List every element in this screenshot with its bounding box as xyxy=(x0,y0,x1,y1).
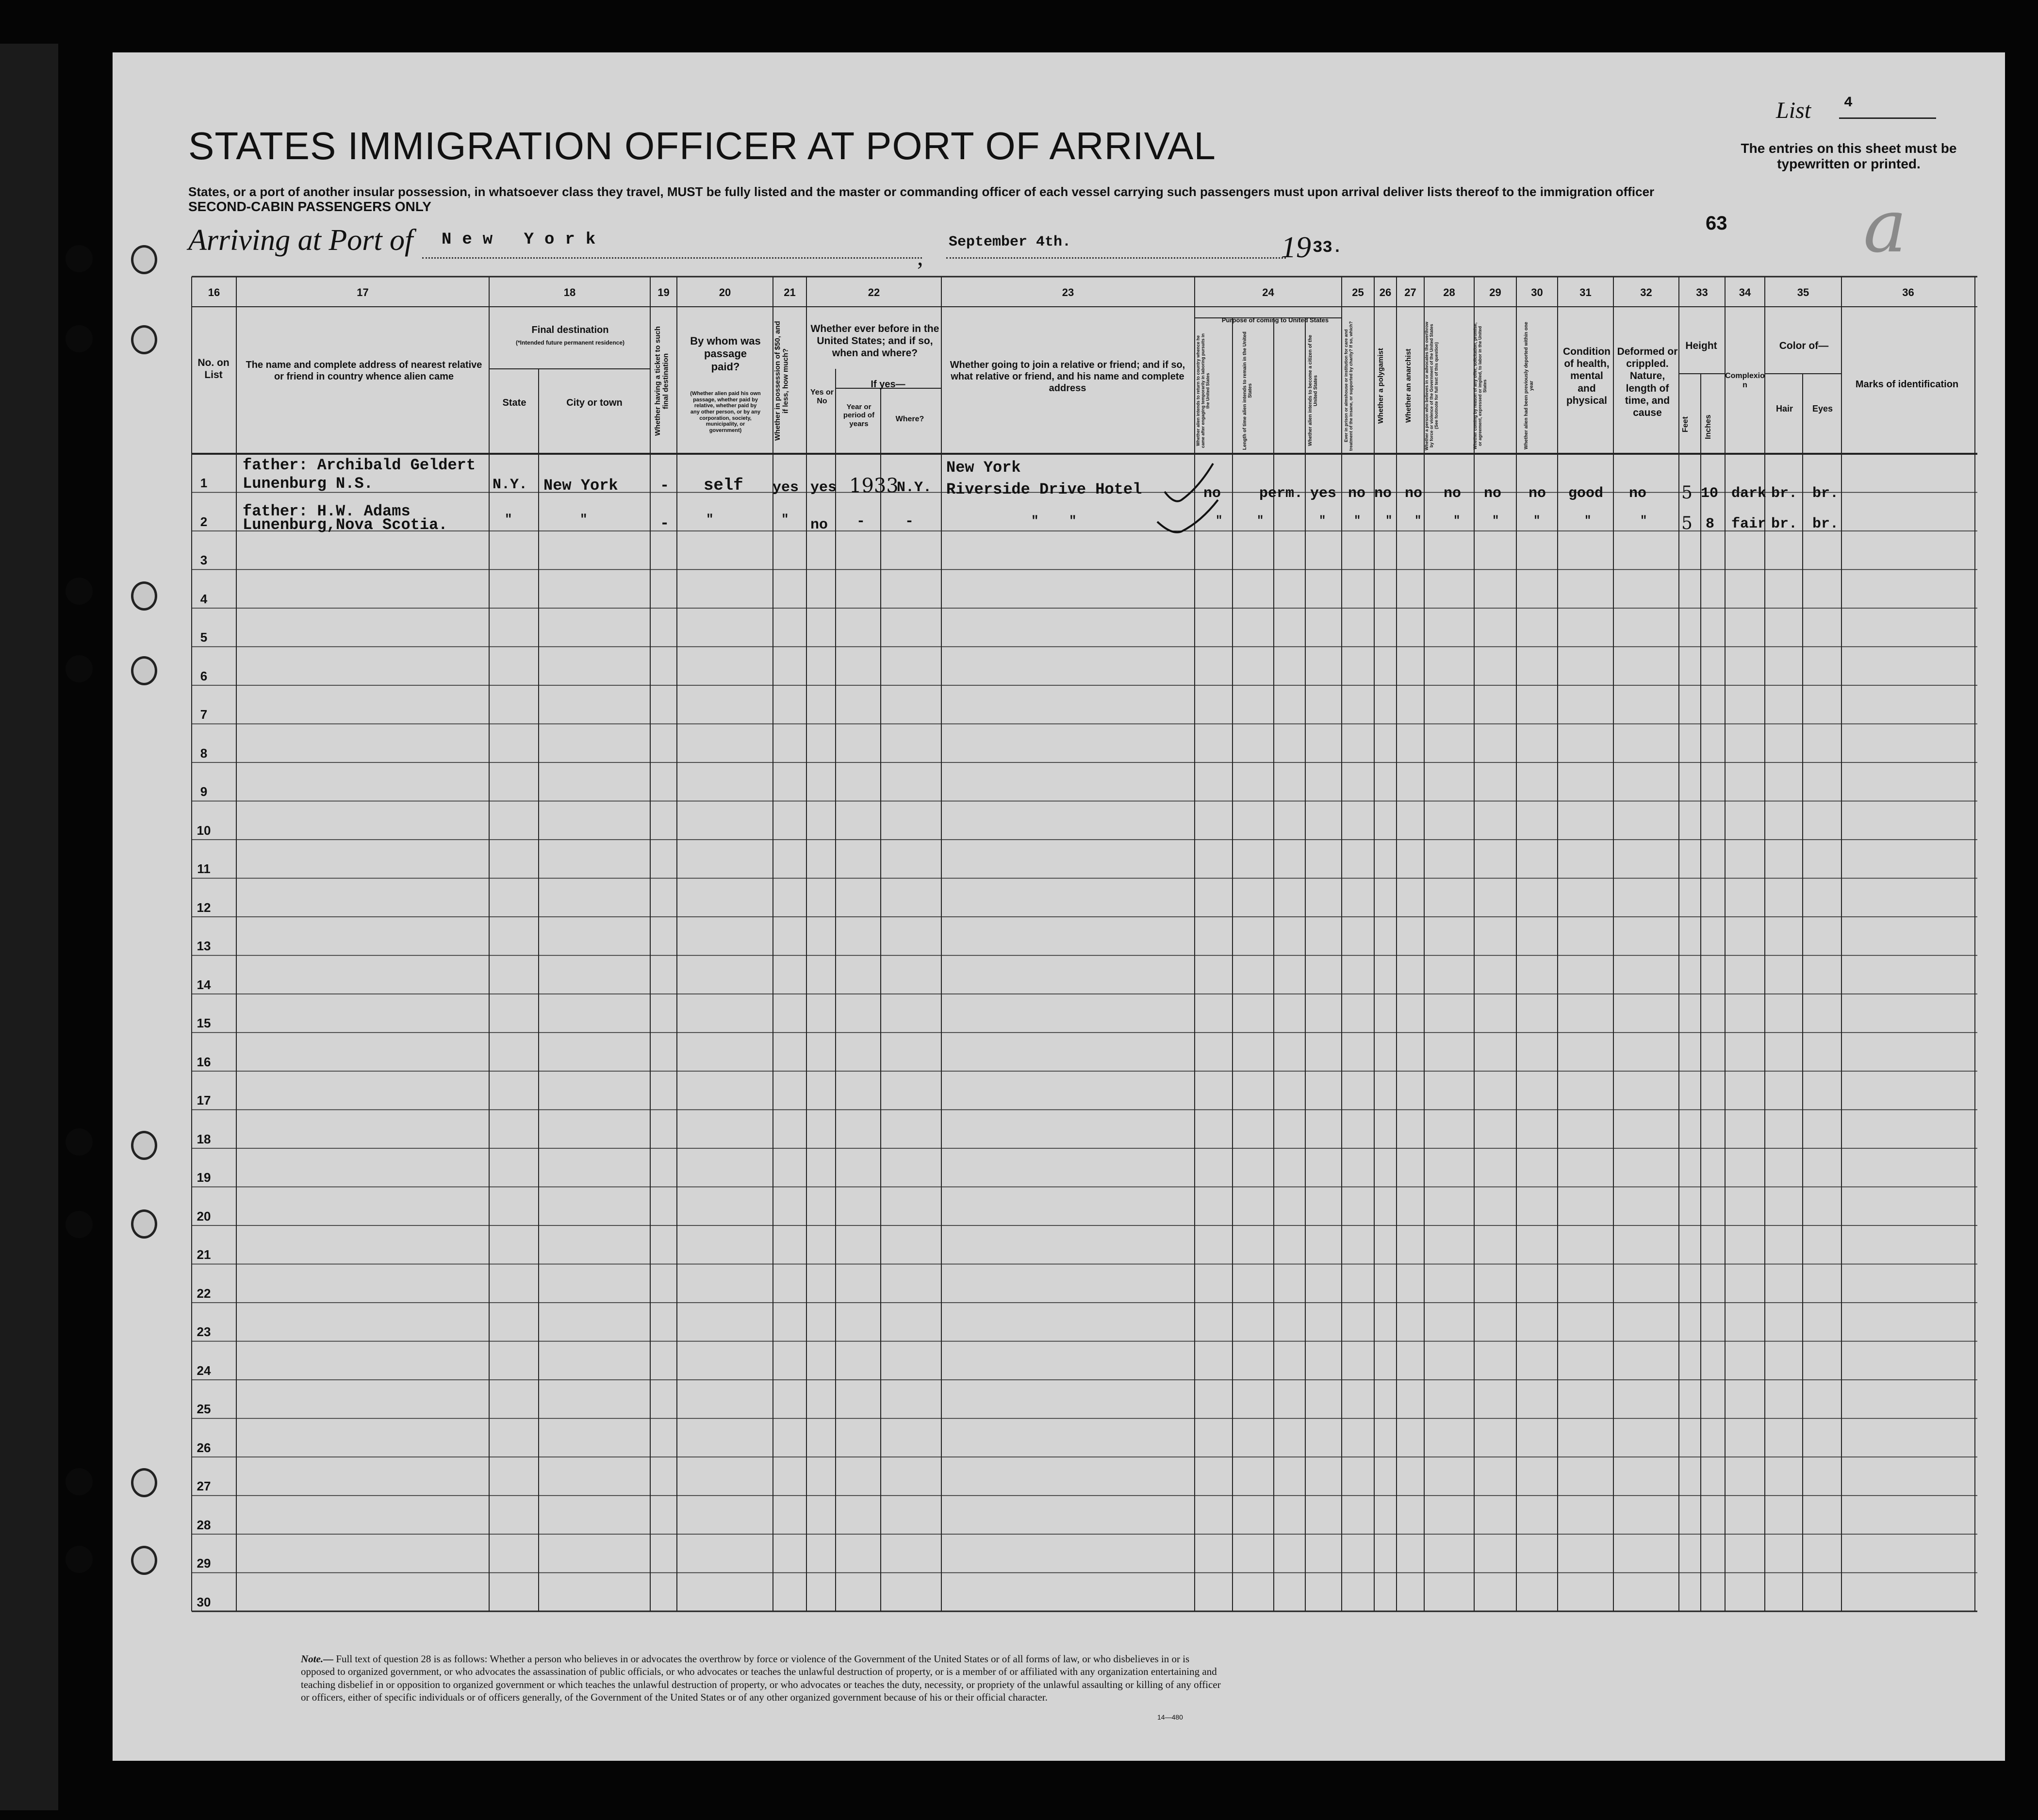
row-number: 5 xyxy=(200,630,208,645)
row2-length: " xyxy=(1257,514,1264,528)
row-number: 10 xyxy=(197,823,211,838)
header-c22-ifyes: If yes— xyxy=(871,379,905,390)
footnote-label: Note.— xyxy=(301,1653,334,1665)
row2-polygamist: " xyxy=(1385,514,1393,528)
header-c21: Whether in possession of $50, and if less, how much? xyxy=(773,321,790,441)
header-c24-a: Whether alien intends to return to country whence he came after engaging temporarily in laboring pursuits in the United States xyxy=(1196,333,1210,448)
header-c28: Whether a person who believes in or advocates the overthrow by force or violence of the Government of the United States (See footnote for full text of this question) xyxy=(1424,321,1439,450)
arriving-label: Arriving at Port of xyxy=(188,224,413,257)
row1-complexion: dark xyxy=(1731,485,1767,502)
header-c18-city: City or town xyxy=(566,397,623,408)
form-code: 14—480 xyxy=(1157,1713,1183,1721)
row-number: 24 xyxy=(197,1363,211,1378)
row1-ticket: - xyxy=(660,477,670,495)
row-number: 3 xyxy=(200,553,208,567)
row2-inches: 8 xyxy=(1706,516,1715,532)
row1-state: N.Y. xyxy=(493,477,528,493)
row2-relative-line1: father: H.W. Adams xyxy=(243,502,411,520)
header-c35: Color of— xyxy=(1779,340,1829,351)
row-number: 29 xyxy=(197,1556,211,1571)
row1-inches: 10 xyxy=(1701,485,1719,502)
column-number: 31 xyxy=(1579,286,1592,298)
header-c29: Whether coming by reason of any offer, solicitation, promise, or agreement, expressed or implied, to labor in the United States xyxy=(1473,322,1487,449)
row-number: 13 xyxy=(197,939,211,953)
form-title: STATES IMMIGRATION OFFICER AT PORT OF ARRIVAL xyxy=(188,124,1216,167)
row2-q28: " xyxy=(1453,514,1461,528)
row2-feet: 5 xyxy=(1681,513,1693,533)
row2-complexion: fair xyxy=(1731,516,1767,532)
row2-state: " xyxy=(505,512,512,527)
row-number: 22 xyxy=(197,1286,211,1301)
row-number: 4 xyxy=(200,591,208,606)
row-number: 9 xyxy=(200,784,208,799)
row-number: 6 xyxy=(200,668,208,683)
header-c24-c: Whether alien intends to become a citizen of the United States xyxy=(1308,335,1318,447)
row-number: 27 xyxy=(197,1479,211,1493)
column-number: 33 xyxy=(1696,286,1708,298)
column-number: 24 xyxy=(1262,286,1274,298)
row-number: 8 xyxy=(200,745,208,761)
row2-health: " xyxy=(1584,514,1592,528)
row1-city: New York xyxy=(543,477,618,495)
row1-paid-by: self xyxy=(704,477,743,495)
row-number: 11 xyxy=(197,861,211,876)
column-number: 16 xyxy=(208,286,220,298)
header-c20: By whom was passage paid? xyxy=(690,335,761,373)
row-number: 17 xyxy=(197,1093,211,1108)
row2-fifty: " xyxy=(781,512,789,527)
row1-before: yes xyxy=(810,480,837,496)
header-c16: No. on List xyxy=(197,357,230,381)
row1-hair: br. xyxy=(1771,485,1798,502)
list-label: List xyxy=(1776,98,1811,123)
column-number: 36 xyxy=(1902,286,1914,298)
column-number: 30 xyxy=(1531,286,1543,298)
row1-polygamist: no xyxy=(1374,485,1392,502)
row-number: 7 xyxy=(200,707,208,722)
row-number: 20 xyxy=(197,1208,211,1224)
row2-ticket: - xyxy=(660,514,670,532)
column-number: 28 xyxy=(1443,286,1455,298)
header-c35-hair: Hair xyxy=(1775,404,1793,414)
header-c31: Condition of health, mental and physical xyxy=(1563,346,1611,406)
header-c24: Purpose of coming to United States xyxy=(1221,316,1329,324)
row2-relative-line2: Lunenburg,Nova Scotia. xyxy=(243,516,448,534)
header-c34: Complexion xyxy=(1725,372,1765,390)
column-number: 23 xyxy=(1062,286,1074,298)
header-c22-where: Where? xyxy=(895,415,924,423)
row2-eyes: br. xyxy=(1812,516,1839,532)
header-c24-b: Length of time alien intends to remain in the United States xyxy=(1242,331,1253,450)
row1-feet: 5 xyxy=(1681,483,1693,503)
column-number: 20 xyxy=(719,286,731,298)
footnote xyxy=(301,1653,1223,1704)
row-number: 19 xyxy=(197,1170,211,1185)
row-number: 18 xyxy=(197,1131,211,1146)
column-number: 17 xyxy=(357,286,369,298)
row-number: 25 xyxy=(197,1402,211,1416)
header-c23: Whether going to join a relative or friend; and if so, what relative or friend, and his name and complete address xyxy=(950,360,1185,394)
sheet-number: 63 xyxy=(1706,213,1727,234)
form-subtitle: States, or a port of another insular possession, in whatsoever class they travel, MUST be fully listed and the master or commanding officer of each vessel carrying such passengers must upon arrival deliver lists thereof to the immigration officer xyxy=(188,184,1655,199)
column-number: 35 xyxy=(1797,286,1809,298)
row1-relative-line1: father: Archibald Geldert xyxy=(243,456,476,474)
row1-eyes: br. xyxy=(1812,485,1839,502)
header-c26: Whether a polygamist xyxy=(1377,348,1385,424)
row-number: 30 xyxy=(197,1594,211,1609)
date-value: September 4th. xyxy=(949,234,1071,250)
column-number: 19 xyxy=(657,286,670,298)
row2-return: " xyxy=(1216,514,1223,528)
row2-paid-by: " xyxy=(706,512,714,527)
row2-join: " " xyxy=(1031,513,1077,528)
header-c18: Final destination xyxy=(531,325,609,335)
row1-q28: no xyxy=(1444,485,1462,502)
column-number: 22 xyxy=(868,286,880,298)
row2-q30: " xyxy=(1533,514,1541,528)
row1-join-line1: New York xyxy=(946,459,1021,477)
header-c18-note: (*Intended future permanent residence) xyxy=(515,339,625,346)
row2-hair: br. xyxy=(1771,516,1798,532)
row1-deformed: no xyxy=(1629,485,1647,502)
header-c27: Whether an anarchist xyxy=(1404,348,1413,423)
year-prefix: 19 xyxy=(1281,231,1311,264)
row2-year: - xyxy=(856,513,866,530)
column-number: 21 xyxy=(784,286,796,298)
row1-citizen: yes xyxy=(1310,485,1337,502)
row-number: 12 xyxy=(197,900,211,915)
header-c22-year: Year or period of years xyxy=(843,403,875,428)
row2-deformed: " xyxy=(1640,514,1647,528)
header-c32: Deformed or crippled. Nature, length of time, and cause xyxy=(1617,346,1678,418)
column-number: 27 xyxy=(1404,286,1416,298)
row1-anarchist: no xyxy=(1405,485,1423,502)
row1-fifty: yes xyxy=(772,480,799,496)
column-number: 34 xyxy=(1739,286,1751,298)
list-number: 4 xyxy=(1844,95,1853,111)
row2-citizen: " xyxy=(1319,514,1326,528)
row1-q30: no xyxy=(1528,485,1546,502)
row1-length: perm. xyxy=(1259,485,1303,502)
row2-before: no xyxy=(810,517,828,533)
row-number: 14 xyxy=(197,977,211,992)
column-number: 26 xyxy=(1379,286,1392,298)
column-number: 25 xyxy=(1352,286,1364,298)
corner-mark: a xyxy=(1863,184,1907,269)
header-c19: Whether having a ticket to such final destination xyxy=(654,326,670,436)
row-number: 26 xyxy=(197,1440,211,1455)
row1-join-line2: Riverside Drive Hotel xyxy=(946,480,1142,498)
header-c25: Ever in prison or almshouse or institution for care and treatment of the insane, or supported by charity? If so, which? xyxy=(1344,321,1353,451)
row1-return: no xyxy=(1203,485,1221,502)
row-number: 23 xyxy=(197,1324,211,1339)
entries-note: The entries on this sheet must be typewritten or printed. xyxy=(1741,141,1957,171)
checkmarks xyxy=(1155,454,1223,541)
row-number: 1 xyxy=(200,476,208,490)
header-c18-state: State xyxy=(502,397,526,408)
row-number: 16 xyxy=(197,1054,211,1069)
year-suffix: 33. xyxy=(1313,239,1343,257)
header-c17: The name and complete address of nearest relative or friend in country whence alien came xyxy=(246,360,482,382)
header-c22: Whether ever before in the United States; and if so, when and where? xyxy=(810,323,939,359)
header-c33-feet: Feet xyxy=(1681,416,1690,433)
header-c33: Height xyxy=(1685,340,1717,351)
header-c20-note: (Whether alien paid his own passage, whether paid by relative, whether paid by any other person, or by any corporation, society, municipality, or government) xyxy=(690,391,761,433)
row-number: 2 xyxy=(200,514,208,529)
header-c30: Whether alien had been previously deported within one year xyxy=(1524,322,1534,450)
header-c33-inches: Inches xyxy=(1704,414,1712,440)
row2-where: - xyxy=(905,513,914,530)
column-number: 29 xyxy=(1489,286,1501,298)
footnote-text: Full text of question 28 is as follows: Whether a person who believes in or advocates the overthrow by force or violence of the Government of the United States or of all forms of law, or who disbelieves in or is opposed to organized government, or who advocates the assassination of public officials, or who advocates or teaches the unlawful destruction of property, or is a member of or affiliated with any organization entertaining and teaching disbelief in or opposition to organized government or which teaches the unlawful destruction of property, or who advocates or teaches the duty, necessity, or propriety of the unlawful assaulting or killing of any officer or officers, either of specific individuals or of officers generally, of the Government of the United States or of any other organized government because of his or their official character. xyxy=(301,1653,1221,1703)
comma: , xyxy=(917,243,923,270)
row2-city: " xyxy=(580,512,588,527)
row-number: 28 xyxy=(197,1517,211,1532)
port-value: New York xyxy=(442,231,607,249)
class-label: SECOND-CABIN PASSENGERS ONLY xyxy=(188,199,431,214)
column-number: 18 xyxy=(563,286,576,298)
row1-health: good xyxy=(1568,485,1604,502)
row1-where: N.Y. xyxy=(897,480,932,496)
row2-anarchist: " xyxy=(1414,514,1422,528)
row1-relative-line2: Lunenburg N.S. xyxy=(243,475,373,493)
row1-prison: no xyxy=(1348,485,1366,502)
row-number: 21 xyxy=(197,1247,211,1262)
header-c22-yesno: Yes or No xyxy=(810,388,834,406)
row2-q29: " xyxy=(1492,514,1499,528)
row1-q29: no xyxy=(1484,485,1502,502)
row-number: 15 xyxy=(197,1016,211,1030)
header-c36: Marks of identification xyxy=(1855,379,1959,390)
row1-year: 1933 xyxy=(849,475,899,497)
row2-prison: " xyxy=(1354,514,1361,528)
header-c35-eyes: Eyes xyxy=(1812,404,1833,414)
column-number: 32 xyxy=(1640,286,1652,298)
